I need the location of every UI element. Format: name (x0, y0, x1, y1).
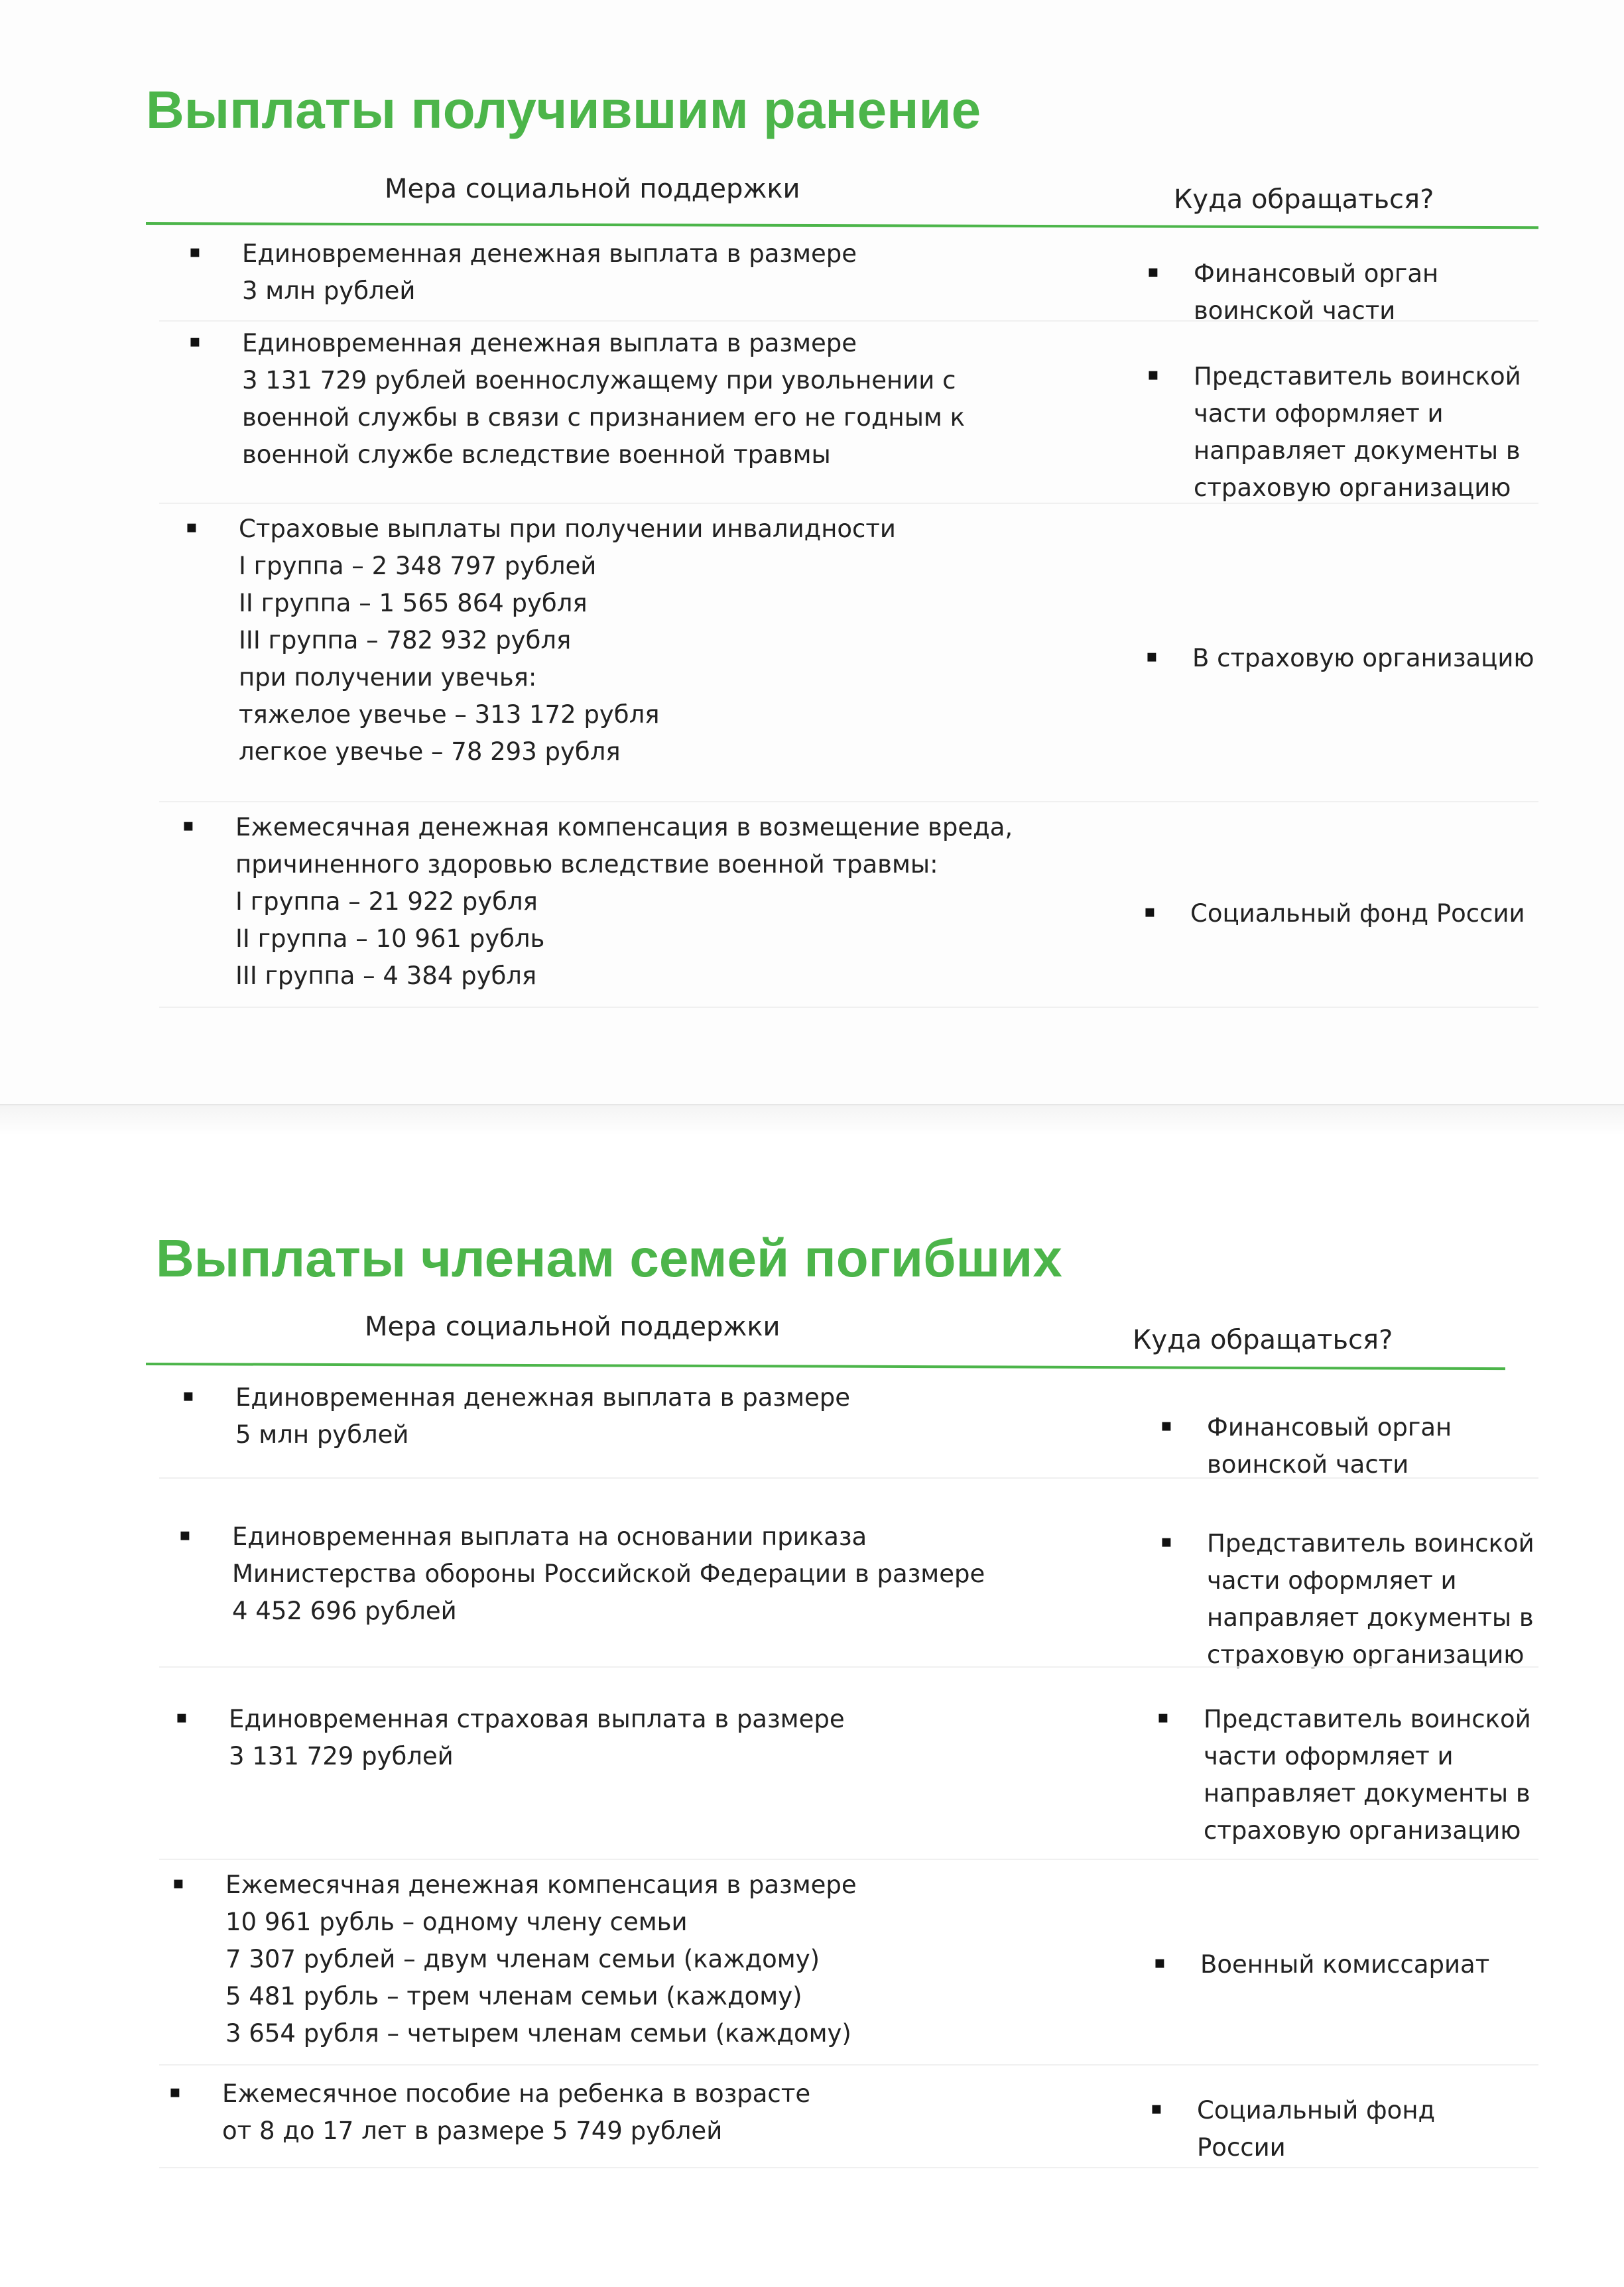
measure-line: Страховые выплаты при получении инвалидности (239, 515, 896, 543)
where-line: Представитель воинской (1207, 1529, 1534, 1558)
where-line: Представитель воинской (1194, 362, 1521, 391)
where-line: Финансовый орган (1207, 1413, 1452, 1442)
where-line: направляет документы в (1207, 1603, 1534, 1632)
where-line: воинской части (1194, 296, 1396, 325)
measure-line: военной службе вследствие военной травмы (242, 440, 831, 469)
bullet-icon: ▪ (169, 2082, 181, 2102)
measure-line: I группа – 21 922 рубля (235, 887, 538, 916)
measure-line: Единовременная выплата на основании приказа (232, 1522, 867, 1551)
measure-line: Министерства обороны Российской Федерации в размере (232, 1560, 985, 1588)
measure-line: Единовременная денежная выплата в размере (235, 1383, 851, 1412)
measure-line: 5 481 рубль – трем членам семьи (каждому) (225, 1982, 802, 2010)
where-line: части оформляет и (1207, 1566, 1457, 1595)
bullet-icon: ▪ (186, 517, 198, 537)
measure-line: 10 961 рубль – одному члену семьи (225, 1908, 688, 1936)
where-cell (1160, 1409, 1578, 1483)
where-line: воинской части (1207, 1450, 1409, 1479)
bullet-icon: ▪ (1160, 1532, 1172, 1552)
row-divider (159, 2064, 1538, 2066)
row-divider (159, 1666, 1538, 1668)
measure-cell (169, 2075, 1151, 2150)
measure-line: Ежемесячное пособие на ребенка в возрасте (222, 2079, 811, 2108)
where-line: страховую организацию (1194, 473, 1511, 502)
table-row (133, 1867, 1538, 2066)
column-header-where: Куда обращаться? (1174, 184, 1434, 215)
measure-cell (176, 1701, 1157, 1775)
bullet-icon: ▪ (189, 332, 201, 351)
where-line: Социальный фонд (1197, 2096, 1436, 2125)
measure-line: тяжелое увечье – 313 172 рубля (239, 700, 660, 729)
measure-line: 3 131 729 рублей (229, 1742, 454, 1770)
bullet-icon: ▪ (1151, 2099, 1162, 2119)
measure-line: 3 131 729 рублей военнослужащему при увольнении с (242, 366, 956, 395)
bullet-icon: ▪ (176, 1707, 188, 1727)
where-line: направляет документы в (1194, 436, 1521, 465)
section-families (133, 0, 1538, 2287)
where-line: Представитель воинской (1204, 1705, 1531, 1733)
bullet-icon: ▪ (182, 816, 194, 835)
measure-line: Единовременная денежная выплата в размере (242, 329, 857, 357)
where-cell (1160, 1525, 1578, 1674)
where-line: страховую организацию (1204, 1816, 1521, 1845)
measure-line: 4 452 696 рублей (232, 1597, 457, 1625)
where-line: Финансовый орган (1194, 259, 1439, 288)
measure-line: Ежемесячная денежная компенсация в размере (225, 1871, 857, 1899)
where-cell (1157, 1701, 1575, 1849)
measure-line: III группа – 4 384 рубля (235, 961, 537, 990)
bullet-icon: ▪ (1147, 262, 1159, 282)
measure-line: Единовременная страховая выплата в размере (229, 1705, 845, 1733)
measure-line: Единовременная денежная выплата в размере (242, 239, 857, 268)
row-divider (159, 1859, 1538, 1860)
measure-cell (179, 1518, 1160, 1630)
table-row (133, 1518, 1538, 1668)
measure-cell (182, 1379, 1164, 1453)
where-line: части оформляет и (1194, 399, 1444, 428)
column-header-measure: Мера социальной поддержки (385, 174, 800, 204)
bullet-icon: ▪ (1157, 1707, 1169, 1727)
measure-line: от 8 до 17 лет в размере 5 749 рублей (222, 2117, 723, 2145)
bullet-icon: ▪ (179, 1525, 191, 1545)
where-line: В страховую организацию (1192, 644, 1534, 672)
measure-line: 3 млн рублей (242, 277, 416, 305)
where-line: части оформляет и (1204, 1742, 1454, 1770)
bullet-icon: ▪ (182, 1386, 194, 1406)
measure-line: 7 307 рублей – двум членам семьи (каждому) (225, 1945, 820, 1973)
bullet-icon: ▪ (1154, 1953, 1166, 1973)
bullet-icon: ▪ (1147, 365, 1159, 385)
table-row (133, 1701, 1538, 1860)
where-line: страховую организацию (1207, 1640, 1525, 1669)
measure-line: Ежемесячная денежная компенсация в возмещение вреда, (235, 813, 1013, 841)
column-header-measure: Мера социальной поддержки (365, 1312, 781, 1342)
bullet-icon: ▪ (1160, 1416, 1172, 1436)
table-row (133, 2075, 1538, 2168)
bullet-icon: ▪ (189, 242, 201, 262)
measure-cell (172, 1867, 1154, 2052)
where-cell (1154, 1946, 1572, 1983)
bullet-icon: ▪ (172, 1873, 184, 1893)
measure-line: 5 млн рублей (235, 1420, 409, 1449)
row-divider (159, 2167, 1538, 2168)
bullet-icon: ▪ (1146, 647, 1158, 666)
measure-line: причиненного здоровью вследствие военной травмы: (235, 850, 938, 879)
where-line: направляет документы в (1204, 1779, 1530, 1808)
bullet-icon: ▪ (1144, 902, 1156, 922)
measure-line: I группа – 2 348 797 рублей (239, 552, 597, 580)
measure-line: II группа – 10 961 рубль (235, 924, 545, 953)
measure-line: III группа – 782 932 рубля (239, 626, 572, 654)
row-divider (159, 1477, 1538, 1479)
measure-line: 3 654 рубля – четырем членам семьи (каждому) (225, 2019, 851, 2048)
measure-line: II группа – 1 565 864 рубля (239, 589, 588, 617)
header-divider (146, 1363, 1505, 1370)
where-line: Социальный фонд России (1190, 899, 1525, 928)
where-line: России (1197, 2133, 1286, 2162)
table-row (133, 1379, 1538, 1479)
column-header-where: Куда обращаться? (1133, 1325, 1393, 1355)
section-title: Выплаты членам семей погибших (156, 1229, 1062, 1288)
measure-line: военной службы в связи с признанием его не годным к (242, 403, 965, 432)
section-title: Выплаты получившим ранение (146, 80, 981, 139)
where-line: Военный комиссариат (1200, 1950, 1490, 1979)
measure-line: легкое увечье – 78 293 рубля (239, 737, 621, 766)
where-cell (1151, 2092, 1568, 2166)
measure-line: при получении увечья: (239, 663, 537, 692)
